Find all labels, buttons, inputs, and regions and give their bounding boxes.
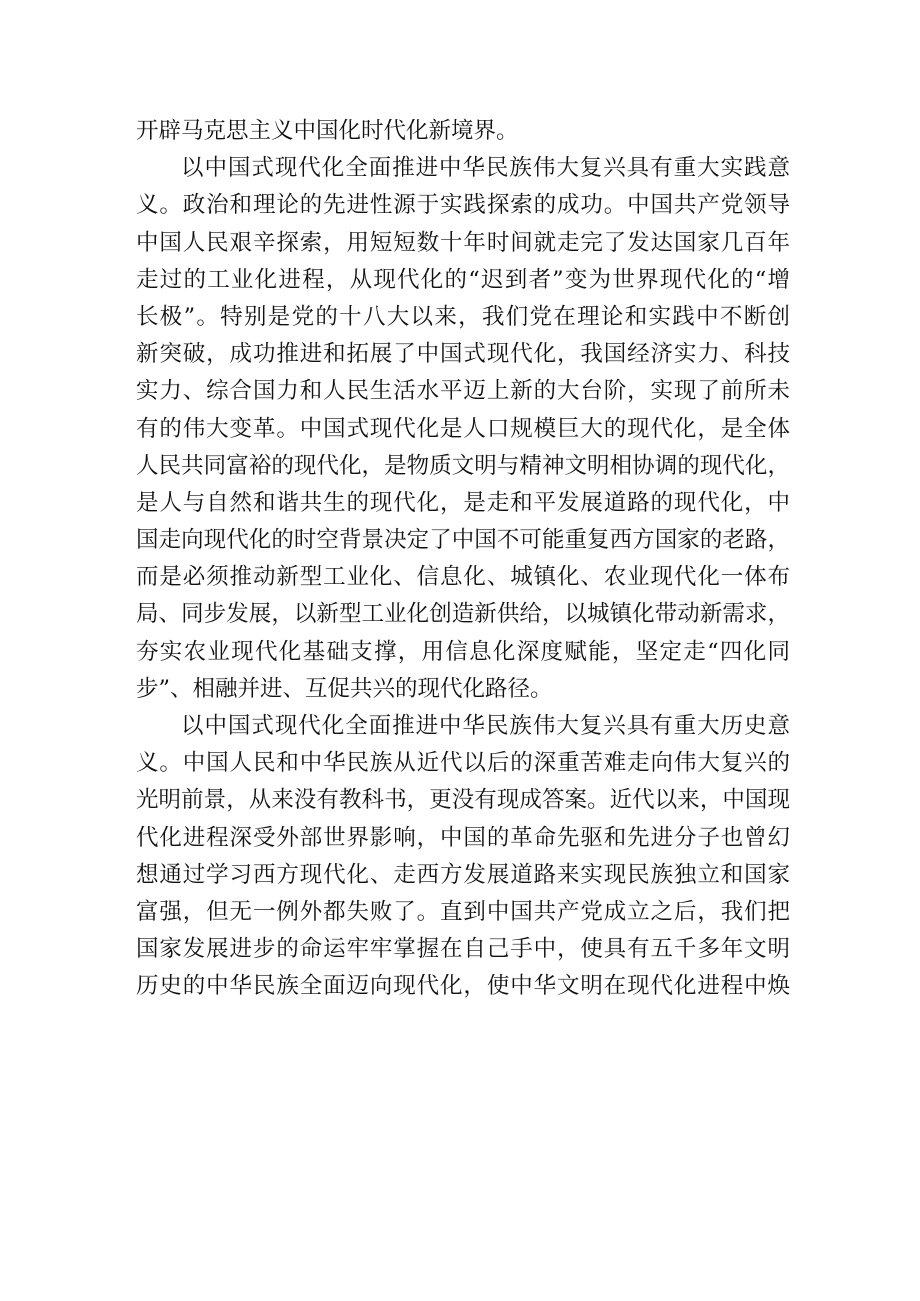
text-line: 义。政治和理论的先进性源于实践探索的成功。中国共产党领导	[136, 192, 790, 219]
text-line: 长极”。特别是党的十八大以来，我们党在理论和实践中不断创	[136, 303, 790, 330]
text-line: 开辟马克思主义中国化时代化新境界。	[136, 118, 519, 144]
text-line: 义。中国人民和中华民族从近代以后的深重苦难走向伟大复兴的	[136, 750, 790, 777]
text-line: 实力、综合国力和人民生活水平迈上新的大台阶，实现了前所未	[136, 378, 790, 405]
paragraph	[136, 150, 790, 708]
text-line: 而是必须推动新型工业化、信息化、城镇化、农业现代化一体布	[136, 564, 790, 591]
text-line: 步”、相融并进、互促共兴的现代化路径。	[136, 675, 553, 702]
text-line: 光明前景，从来没有教科书，更没有现成答案。近代以来，中国现	[136, 787, 790, 814]
text-line: 有的伟大变革。中国式现代化是人口规模巨大的现代化，是全体	[136, 415, 790, 442]
text-line: 国家发展进步的命运牢牢掌握在自己手中，使具有五千多年文明	[136, 936, 790, 963]
text-line: 以中国式现代化全面推进中华民族伟大复兴具有重大实践意	[181, 155, 790, 182]
text-line: 新突破，成功推进和拓展了中国式现代化，我国经济实力、科技	[136, 341, 790, 368]
document-body	[136, 113, 790, 1006]
text-line: 富强，但无一例外都失败了。直到中国共产党成立之后，我们把	[136, 898, 790, 925]
text-line: 中国人民艰辛探索，用短短数十年时间就走完了发达国家几百年	[136, 229, 790, 256]
text-line: 想通过学习西方现代化、走西方发展道路来实现民族独立和国家	[136, 861, 790, 888]
text-line: 是人与自然和谐共生的现代化，是走和平发展道路的现代化，中	[136, 489, 790, 516]
text-line: 局、同步发展，以新型工业化创造新供给，以城镇化带动新需求，	[136, 601, 790, 628]
paragraph	[136, 113, 790, 150]
text-line: 国走向现代化的时空背景决定了中国不可能重复西方国家的老路，	[136, 527, 790, 554]
text-line: 走过的工业化进程，从现代化的“迟到者”变为世界现代化的“增	[136, 266, 790, 293]
text-line: 夯实农业现代化基础支撑，用信息化深度赋能，坚定走“四化同	[136, 638, 790, 665]
text-line: 以中国式现代化全面推进中华民族伟大复兴具有重大历史意	[181, 713, 790, 739]
text-line: 人民共同富裕的现代化，是物质文明与精神文明相协调的现代化，	[136, 452, 790, 479]
paragraph	[136, 708, 790, 1006]
text-line: 历史的中华民族全面迈向现代化，使中华文明在现代化进程中焕	[136, 973, 790, 1000]
text-line: 代化进程深受外部世界影响，中国的革命先驱和先进分子也曾幻	[136, 824, 790, 851]
